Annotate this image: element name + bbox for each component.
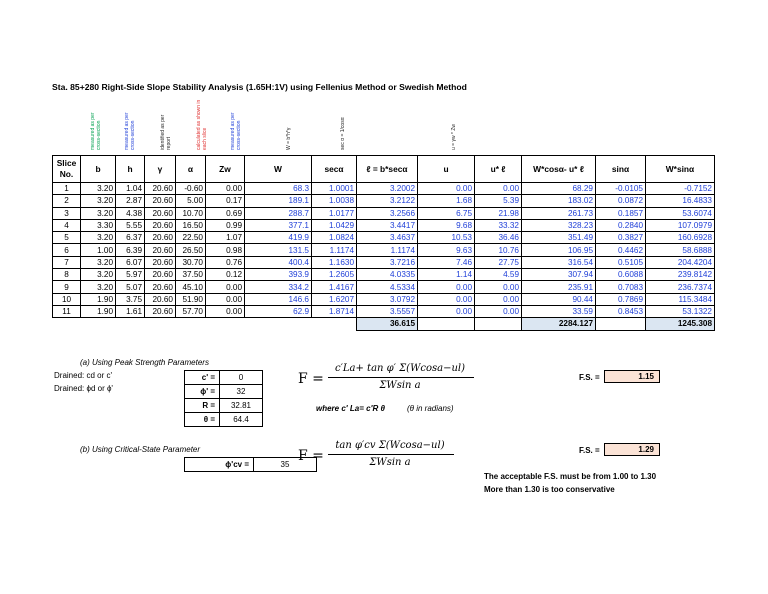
table-cell: 316.54 bbox=[522, 256, 596, 268]
table-cell: 0.98 bbox=[206, 244, 245, 256]
table-cell: 3 bbox=[53, 207, 81, 219]
total-empty bbox=[206, 318, 245, 330]
total-l: 36.615 bbox=[357, 318, 418, 330]
table-cell: 334.2 bbox=[245, 281, 312, 293]
table-cell: 1.2605 bbox=[312, 269, 357, 281]
table-cell: 235.91 bbox=[522, 281, 596, 293]
table-cell: 261.73 bbox=[522, 207, 596, 219]
table-header bbox=[53, 156, 715, 183]
column-header: Slice No. bbox=[53, 156, 81, 183]
section-a-heading: (a) Using Peak Strength Parameters bbox=[80, 358, 209, 367]
total-wcos: 2284.127 bbox=[522, 318, 596, 330]
column-note bbox=[286, 128, 292, 150]
table-row bbox=[53, 219, 715, 231]
table-cell: 33.59 bbox=[522, 305, 596, 317]
table-cell: 20.60 bbox=[145, 281, 176, 293]
column-note-line: u = γw * Zw bbox=[451, 124, 457, 150]
table-cell: 3.4417 bbox=[357, 219, 418, 231]
table-cell: 0.12 bbox=[206, 269, 245, 281]
table-cell: 3.20 bbox=[81, 256, 116, 268]
table-cell: 4.0335 bbox=[357, 269, 418, 281]
table-cell: 307.94 bbox=[522, 269, 596, 281]
column-note bbox=[451, 124, 457, 150]
column-note-line: calculated as shown in bbox=[196, 99, 202, 150]
table-cell: 20.60 bbox=[145, 293, 176, 305]
table-cell: 0.76 bbox=[206, 256, 245, 268]
slice-table bbox=[52, 155, 715, 331]
param-label: θ = bbox=[185, 413, 220, 427]
phi-cv-value: 35 bbox=[254, 458, 317, 472]
table-cell: 3.2566 bbox=[357, 207, 418, 219]
formula-a-numerator: c′La+ tan φ′ Σ(Wcosa−ul) bbox=[335, 363, 465, 374]
table-row bbox=[53, 281, 715, 293]
table-cell: 90.44 bbox=[522, 293, 596, 305]
table-cell: 57.70 bbox=[176, 305, 206, 317]
table-cell: 0.0872 bbox=[596, 195, 646, 207]
table-cell: 3.7216 bbox=[357, 256, 418, 268]
peak-params-table bbox=[184, 370, 263, 427]
table-cell: 1.8714 bbox=[312, 305, 357, 317]
column-note bbox=[124, 112, 136, 150]
table-cell: 160.6928 bbox=[646, 232, 715, 244]
table-cell: 4.5334 bbox=[357, 281, 418, 293]
table-cell: 328.23 bbox=[522, 219, 596, 231]
table-cell: 419.9 bbox=[245, 232, 312, 244]
table-cell: 1.0038 bbox=[312, 195, 357, 207]
drained-c-label: Drained: cd or c' bbox=[54, 371, 112, 380]
table-cell: 53.6074 bbox=[646, 207, 715, 219]
table-row bbox=[53, 256, 715, 268]
table-cell: 3.75 bbox=[116, 293, 145, 305]
table-cell: 68.29 bbox=[522, 183, 596, 195]
table-cell: 393.9 bbox=[245, 269, 312, 281]
table-cell: 1.07 bbox=[206, 232, 245, 244]
table-cell: 20.60 bbox=[145, 183, 176, 195]
table-cell: 0.7869 bbox=[596, 293, 646, 305]
table-cell: 400.4 bbox=[245, 256, 312, 268]
fs-b-label: F.S. = bbox=[579, 446, 600, 455]
column-note bbox=[90, 112, 102, 150]
table-cell: 0.00 bbox=[206, 293, 245, 305]
table-cell: 20.60 bbox=[145, 195, 176, 207]
table-cell: 1.61 bbox=[116, 305, 145, 317]
column-note-line: W = b*h*γ bbox=[286, 127, 292, 150]
table-row bbox=[53, 305, 715, 317]
table-cell: 0.00 bbox=[206, 305, 245, 317]
table-cell: 21.98 bbox=[475, 207, 522, 219]
total-empty bbox=[145, 318, 176, 330]
table-cell: 377.1 bbox=[245, 219, 312, 231]
table-cell: 26.50 bbox=[176, 244, 206, 256]
table-cell: 3.20 bbox=[81, 207, 116, 219]
column-header: α bbox=[176, 156, 206, 183]
table-cell: 1.04 bbox=[116, 183, 145, 195]
table-cell: 3.30 bbox=[81, 219, 116, 231]
table-cell: 0.00 bbox=[475, 305, 522, 317]
table-cell: 9.68 bbox=[418, 219, 475, 231]
table-cell: 10.53 bbox=[418, 232, 475, 244]
table-cell: 1 bbox=[53, 183, 81, 195]
table-cell: 1.90 bbox=[81, 293, 116, 305]
totals-row bbox=[53, 318, 715, 330]
table-cell: 3.20 bbox=[81, 281, 116, 293]
note-conservative: More than 1.30 is too conservative bbox=[484, 485, 615, 494]
table-row bbox=[53, 195, 715, 207]
table-cell: 37.50 bbox=[176, 269, 206, 281]
table-cell: 2.87 bbox=[116, 195, 145, 207]
table-cell: 0.00 bbox=[475, 293, 522, 305]
table-cell: 0.5105 bbox=[596, 256, 646, 268]
table-cell: 3.20 bbox=[81, 269, 116, 281]
table-cell: 10.70 bbox=[176, 207, 206, 219]
table-cell: 4.38 bbox=[116, 207, 145, 219]
param-label: c' = bbox=[185, 371, 220, 385]
table-cell: 0.3827 bbox=[596, 232, 646, 244]
table-cell: 16.50 bbox=[176, 219, 206, 231]
table-cell: 189.1 bbox=[245, 195, 312, 207]
table-cell: 62.9 bbox=[245, 305, 312, 317]
drained-phi-label: Drained: ϕd or ϕ' bbox=[54, 384, 113, 393]
table-cell: 106.95 bbox=[522, 244, 596, 256]
total-empty bbox=[53, 318, 81, 330]
table-cell: 5.55 bbox=[116, 219, 145, 231]
table-cell: 0.00 bbox=[418, 183, 475, 195]
table-row bbox=[53, 244, 715, 256]
table-cell: 1.1174 bbox=[357, 244, 418, 256]
table-cell: 5.07 bbox=[116, 281, 145, 293]
column-header: sinα bbox=[596, 156, 646, 183]
table-cell: 20.60 bbox=[145, 232, 176, 244]
table-cell: 0.99 bbox=[206, 219, 245, 231]
formula-b-numerator: tan φ′cv Σ(Wcosa−ul) bbox=[335, 440, 445, 451]
table-cell: 4 bbox=[53, 219, 81, 231]
table-cell: 0.00 bbox=[418, 281, 475, 293]
column-note-line: measured as per bbox=[230, 112, 236, 150]
column-note-line: each slice bbox=[202, 127, 208, 150]
table-cell: -0.7152 bbox=[646, 183, 715, 195]
table-cell: 1.68 bbox=[418, 195, 475, 207]
table-cell: 1.0429 bbox=[312, 219, 357, 231]
table-cell: 146.6 bbox=[245, 293, 312, 305]
table-cell: 1.00 bbox=[81, 244, 116, 256]
column-header: secα bbox=[312, 156, 357, 183]
table-cell: 2 bbox=[53, 195, 81, 207]
table-row bbox=[53, 269, 715, 281]
param-label: R = bbox=[185, 399, 220, 413]
table-cell: 20.60 bbox=[145, 256, 176, 268]
table-cell: 6.75 bbox=[418, 207, 475, 219]
column-header: W bbox=[245, 156, 312, 183]
table-cell: 131.5 bbox=[245, 244, 312, 256]
formula-b-bar bbox=[328, 454, 454, 455]
table-cell: 0.6088 bbox=[596, 269, 646, 281]
fs-a-label: F.S. = bbox=[579, 373, 600, 382]
table-cell: 0.1857 bbox=[596, 207, 646, 219]
table-cell: 6.07 bbox=[116, 256, 145, 268]
param-value: 64.4 bbox=[220, 413, 263, 427]
column-header: u* ℓ bbox=[475, 156, 522, 183]
table-cell: 30.70 bbox=[176, 256, 206, 268]
fs-b-value: 1.29 bbox=[604, 443, 660, 456]
total-empty bbox=[418, 318, 475, 330]
table-row bbox=[53, 183, 715, 195]
column-note bbox=[340, 117, 346, 150]
table-cell: 0.2840 bbox=[596, 219, 646, 231]
table-cell: 68.3 bbox=[245, 183, 312, 195]
table-row bbox=[53, 293, 715, 305]
table-cell: 20.60 bbox=[145, 305, 176, 317]
table-cell: 1.0001 bbox=[312, 183, 357, 195]
table-cell: 0.4462 bbox=[596, 244, 646, 256]
total-empty bbox=[312, 318, 357, 330]
table-cell: 0.69 bbox=[206, 207, 245, 219]
table-cell: 204.4204 bbox=[646, 256, 715, 268]
total-empty bbox=[475, 318, 522, 330]
table-cell: 5.00 bbox=[176, 195, 206, 207]
total-empty bbox=[116, 318, 145, 330]
table-cell: 1.1630 bbox=[312, 256, 357, 268]
table-cell: 0.8453 bbox=[596, 305, 646, 317]
table-cell: 53.1322 bbox=[646, 305, 715, 317]
table-cell: 7.46 bbox=[418, 256, 475, 268]
table-cell: 7 bbox=[53, 256, 81, 268]
total-wsin: 1245.308 bbox=[646, 318, 715, 330]
table-cell: 3.2122 bbox=[357, 195, 418, 207]
where-text: where c' La= c'R θ bbox=[316, 404, 385, 413]
table-cell: 8 bbox=[53, 269, 81, 281]
table-cell: 0.7083 bbox=[596, 281, 646, 293]
table-cell: 5.39 bbox=[475, 195, 522, 207]
phi-cv-label: ϕ'cv = bbox=[185, 458, 254, 472]
table-cell: 11 bbox=[53, 305, 81, 317]
where-note: (θ in radians) bbox=[407, 404, 454, 413]
param-value: 0 bbox=[220, 371, 263, 385]
table-cell: 239.8142 bbox=[646, 269, 715, 281]
table-cell: 9 bbox=[53, 281, 81, 293]
column-note bbox=[196, 100, 208, 150]
table-cell: 0.00 bbox=[206, 183, 245, 195]
param-row bbox=[185, 413, 263, 427]
table-cell: 1.1174 bbox=[312, 244, 357, 256]
table-cell: 6.37 bbox=[116, 232, 145, 244]
table-cell: 1.0824 bbox=[312, 232, 357, 244]
table-cell: 33.32 bbox=[475, 219, 522, 231]
table-cell: 1.14 bbox=[418, 269, 475, 281]
column-note-line: identified as per bbox=[160, 114, 166, 150]
column-header: ℓ = b*secα bbox=[357, 156, 418, 183]
table-cell: 45.10 bbox=[176, 281, 206, 293]
table-cell: 351.49 bbox=[522, 232, 596, 244]
column-note bbox=[160, 115, 172, 150]
total-empty bbox=[81, 318, 116, 330]
note-acceptable: The acceptable F.S. must be from 1.00 to 1.30 bbox=[484, 472, 657, 481]
column-header: γ bbox=[145, 156, 176, 183]
column-note-line: report bbox=[166, 136, 172, 150]
page-title: Sta. 85+280 Right-Side Slope Stability Analysis (1.65H:1V) using Fellenius Method or Swedish Method bbox=[52, 82, 467, 92]
table-cell: 9.63 bbox=[418, 244, 475, 256]
column-header: W*cosα- u* ℓ bbox=[522, 156, 596, 183]
table-cell: 3.20 bbox=[81, 183, 116, 195]
table-cell: 51.90 bbox=[176, 293, 206, 305]
section-b-heading: (b) Using Critical-State Parameter bbox=[80, 445, 201, 454]
column-note-line: measured as per bbox=[124, 112, 130, 150]
table-cell: 6.39 bbox=[116, 244, 145, 256]
column-note-line: cross-section bbox=[236, 120, 242, 150]
table-row bbox=[53, 232, 715, 244]
table-cell: -0.60 bbox=[176, 183, 206, 195]
column-header: h bbox=[116, 156, 145, 183]
table-cell: -0.0105 bbox=[596, 183, 646, 195]
param-value: 32.81 bbox=[220, 399, 263, 413]
table-row bbox=[53, 207, 715, 219]
param-row bbox=[185, 385, 263, 399]
table-cell: 0.00 bbox=[418, 305, 475, 317]
table-cell: 3.0792 bbox=[357, 293, 418, 305]
table-cell: 1.4167 bbox=[312, 281, 357, 293]
total-empty bbox=[245, 318, 312, 330]
table-cell: 1.90 bbox=[81, 305, 116, 317]
table-cell: 27.75 bbox=[475, 256, 522, 268]
column-note-line: sec α = 1/cosα bbox=[340, 117, 346, 150]
table-cell: 5.97 bbox=[116, 269, 145, 281]
table-cell: 183.02 bbox=[522, 195, 596, 207]
table-cell: 20.60 bbox=[145, 207, 176, 219]
table-cell: 0.00 bbox=[206, 281, 245, 293]
column-note-line: cross-section bbox=[96, 120, 102, 150]
table-cell: 5 bbox=[53, 232, 81, 244]
table-cell: 36.46 bbox=[475, 232, 522, 244]
param-row bbox=[185, 371, 263, 385]
param-label: ϕ' = bbox=[185, 385, 220, 399]
table-cell: 107.0979 bbox=[646, 219, 715, 231]
column-header: W*sinα bbox=[646, 156, 715, 183]
total-empty bbox=[596, 318, 646, 330]
table-cell: 3.20 bbox=[81, 195, 116, 207]
formula-b-lhs: F = bbox=[298, 448, 324, 464]
table-cell: 10 bbox=[53, 293, 81, 305]
table-cell: 115.3484 bbox=[646, 293, 715, 305]
column-note-line: measured as per bbox=[90, 112, 96, 150]
table-cell: 0.00 bbox=[418, 293, 475, 305]
table-cell: 58.6888 bbox=[646, 244, 715, 256]
table-cell: 10.76 bbox=[475, 244, 522, 256]
table-cell: 1.0177 bbox=[312, 207, 357, 219]
column-note bbox=[230, 112, 242, 150]
column-header: Zw bbox=[206, 156, 245, 183]
table-cell: 20.60 bbox=[145, 244, 176, 256]
formula-a-bar bbox=[328, 377, 474, 378]
table-cell: 236.7374 bbox=[646, 281, 715, 293]
table-cell: 1.6207 bbox=[312, 293, 357, 305]
fs-a-value: 1.15 bbox=[604, 370, 660, 383]
formula-a-denominator: ΣWsin a bbox=[379, 380, 421, 391]
table-cell: 3.20 bbox=[81, 232, 116, 244]
column-header: b bbox=[81, 156, 116, 183]
table-cell: 20.60 bbox=[145, 219, 176, 231]
table-cell: 3.5557 bbox=[357, 305, 418, 317]
table-cell: 6 bbox=[53, 244, 81, 256]
param-row bbox=[185, 399, 263, 413]
total-empty bbox=[176, 318, 206, 330]
column-note-line: cross-section bbox=[130, 120, 136, 150]
table-cell: 4.59 bbox=[475, 269, 522, 281]
formula-a-lhs: F = bbox=[298, 371, 324, 387]
column-header: u bbox=[418, 156, 475, 183]
table-cell: 16.4833 bbox=[646, 195, 715, 207]
table-cell: 288.7 bbox=[245, 207, 312, 219]
table-cell: 3.2002 bbox=[357, 183, 418, 195]
table-cell: 22.50 bbox=[176, 232, 206, 244]
table-cell: 0.00 bbox=[475, 281, 522, 293]
formula-b-denominator: ΣWsin a bbox=[369, 457, 411, 468]
table-cell: 0.17 bbox=[206, 195, 245, 207]
table-cell: 0.00 bbox=[475, 183, 522, 195]
table-cell: 3.4637 bbox=[357, 232, 418, 244]
param-value: 32 bbox=[220, 385, 263, 399]
table-cell: 20.60 bbox=[145, 269, 176, 281]
